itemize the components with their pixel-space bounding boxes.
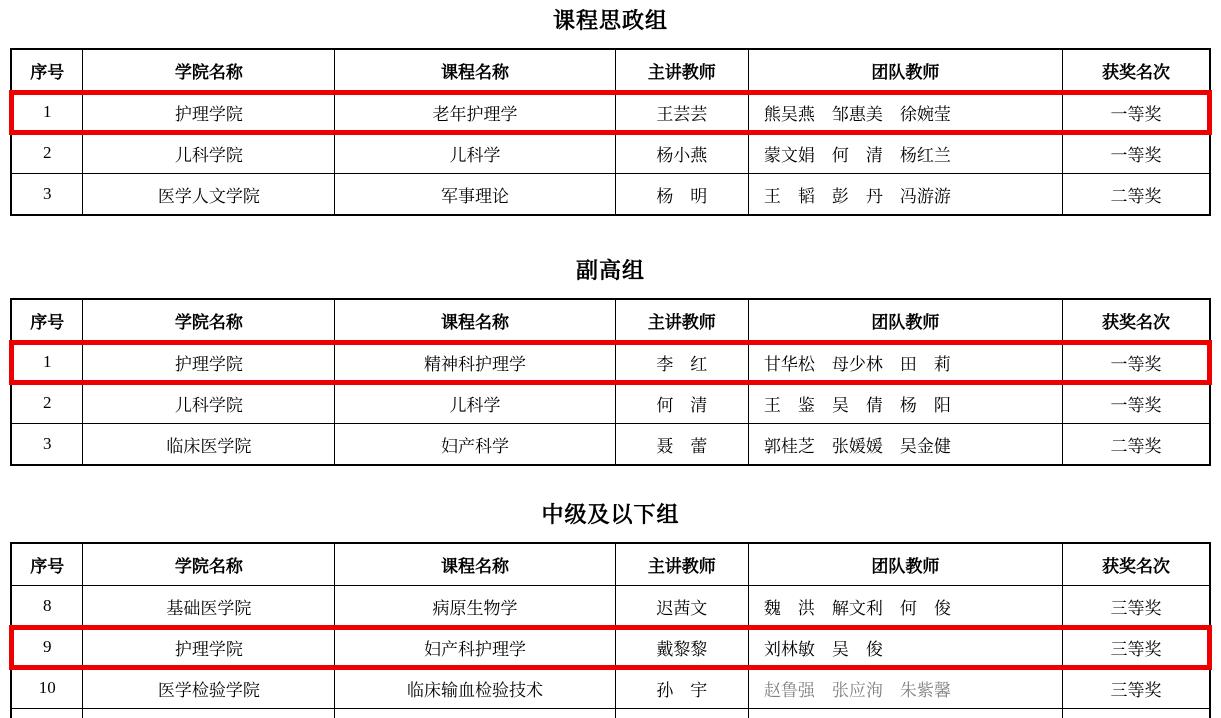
- column-header-award-rank: 获奖名次: [1062, 49, 1210, 92]
- cell-award-rank: 二等奖: [1062, 174, 1210, 216]
- cell-lead-teacher: 王芸芸: [615, 92, 748, 133]
- column-header-team-teachers: 团队教师: [748, 299, 1062, 342]
- cell-lead-teacher: 迟茜文: [615, 586, 748, 627]
- cell-team-teachers: 王 鉴 吴 倩 杨 阳: [748, 383, 1062, 424]
- cell-college: 儿科学院: [83, 133, 335, 174]
- cell-college: 护理学院: [83, 342, 335, 383]
- column-header-award-rank: 获奖名次: [1062, 299, 1210, 342]
- cell-team-teachers: 王 韬 彭 丹 冯游游: [748, 174, 1062, 216]
- cell-team-teachers: 刘林敏 吴 俊: [748, 627, 1062, 668]
- column-header-lead-teacher: 主讲教师: [615, 49, 748, 92]
- cell-course: 老年护理学: [335, 92, 616, 133]
- cell-team-teachers: 蒙文娟 何 清 杨红兰: [748, 133, 1062, 174]
- cell-award-rank: 二等奖: [1062, 424, 1210, 466]
- cell-college: 医学人文学院: [83, 174, 335, 216]
- award-group-section: [0, 466, 1221, 718]
- header-row: [11, 49, 1210, 92]
- cell-lead-teacher: 李 红: [615, 342, 748, 383]
- column-header-lead-teacher: 主讲教师: [615, 299, 748, 342]
- cell-award-rank: 一等奖: [1062, 92, 1210, 133]
- cell-course: 军事理论: [335, 174, 616, 216]
- cell-team-teachers: 甘华松 母少林 田 莉: [748, 342, 1062, 383]
- cell-course: 儿科学: [335, 383, 616, 424]
- cell-lead-teacher: 聂 蕾: [615, 424, 748, 466]
- column-header-no: 序号: [11, 299, 83, 342]
- cell-no: 2: [11, 383, 83, 424]
- cell-award-rank: 一等奖: [1062, 133, 1210, 174]
- cell-lead-teacher: 孙 宇: [615, 668, 748, 709]
- cell-course: 儿科学: [335, 133, 616, 174]
- header-row: [11, 299, 1210, 342]
- award-group-section: [0, 216, 1221, 466]
- column-header-team-teachers: 团队教师: [748, 49, 1062, 92]
- column-header-course: 课程名称: [335, 49, 616, 92]
- cell-no: 8: [11, 586, 83, 627]
- cell-course: 妇产科护理学: [335, 627, 616, 668]
- cell-no: 3: [11, 174, 83, 216]
- column-header-team-teachers: 团队教师: [748, 543, 1062, 586]
- cell-course: 病原生物学: [335, 586, 616, 627]
- cell-no: 10: [11, 668, 83, 709]
- cell-course: 临床输血检验技术: [335, 668, 616, 709]
- awards-table: [10, 298, 1211, 466]
- column-header-college: 学院名称: [83, 299, 335, 342]
- section-title: 中级及以下组: [0, 502, 1221, 528]
- cell-college: 临床医学院: [83, 424, 335, 466]
- cell-lead-teacher: 戴黎黎: [615, 627, 748, 668]
- cell-college: 基础医学院: [83, 586, 335, 627]
- cell-course: 妇产科学: [335, 424, 616, 466]
- cell-team-teachers: 熊吴燕 邹惠美 徐婉莹: [748, 92, 1062, 133]
- highlighted-table-row: [11, 342, 1210, 383]
- awards-table: [10, 48, 1211, 216]
- cell-college: 医学检验学院: [83, 668, 335, 709]
- column-header-no: 序号: [11, 543, 83, 586]
- column-header-course: 课程名称: [335, 299, 616, 342]
- awards-table: [10, 542, 1211, 718]
- cell-award-rank: 一等奖: [1062, 342, 1210, 383]
- cell-college: 护理学院: [83, 92, 335, 133]
- cell-award-rank: 一等奖: [1062, 383, 1210, 424]
- cell-award-rank: 三等奖: [1062, 668, 1210, 709]
- cell-no: 9: [11, 627, 83, 668]
- section-title: 副高组: [0, 258, 1221, 284]
- award-group-section: [0, 0, 1221, 216]
- column-header-no: 序号: [11, 49, 83, 92]
- cell-team-teachers: 郭桂芝 张媛媛 吴金健: [748, 424, 1062, 466]
- cell-team-teachers: 魏 洪 解文利 何 俊: [748, 586, 1062, 627]
- header-row: [11, 543, 1210, 586]
- table-row: [11, 383, 1210, 424]
- highlighted-table-row: [11, 92, 1210, 133]
- column-header-award-rank: 获奖名次: [1062, 543, 1210, 586]
- cell-lead-teacher: 杨 明: [615, 174, 748, 216]
- cell-no: 1: [11, 92, 83, 133]
- section-title: 课程思政组: [0, 8, 1221, 34]
- cell-award-rank: 三等奖: [1062, 586, 1210, 627]
- cell-no: 2: [11, 133, 83, 174]
- cell-team-teachers: 赵鲁强 张应洵 朱紫馨: [748, 668, 1062, 709]
- column-header-course: 课程名称: [335, 543, 616, 586]
- table-row: [11, 668, 1210, 709]
- cell-lead-teacher: 何 清: [615, 383, 748, 424]
- cell-course: 精神科护理学: [335, 342, 616, 383]
- column-header-lead-teacher: 主讲教师: [615, 543, 748, 586]
- cell-award-rank: 三等奖: [1062, 627, 1210, 668]
- table-row: [11, 586, 1210, 627]
- cell-college: 护理学院: [83, 627, 335, 668]
- cell-college: 儿科学院: [83, 383, 335, 424]
- cell-no: 3: [11, 424, 83, 466]
- cell-no: 1: [11, 342, 83, 383]
- cutoff-partial-row: [11, 709, 1210, 718]
- table-row: [11, 174, 1210, 216]
- column-header-college: 学院名称: [83, 543, 335, 586]
- column-header-college: 学院名称: [83, 49, 335, 92]
- table-row: [11, 424, 1210, 466]
- table-row: [11, 133, 1210, 174]
- cell-lead-teacher: 杨小燕: [615, 133, 748, 174]
- highlighted-table-row: [11, 627, 1210, 668]
